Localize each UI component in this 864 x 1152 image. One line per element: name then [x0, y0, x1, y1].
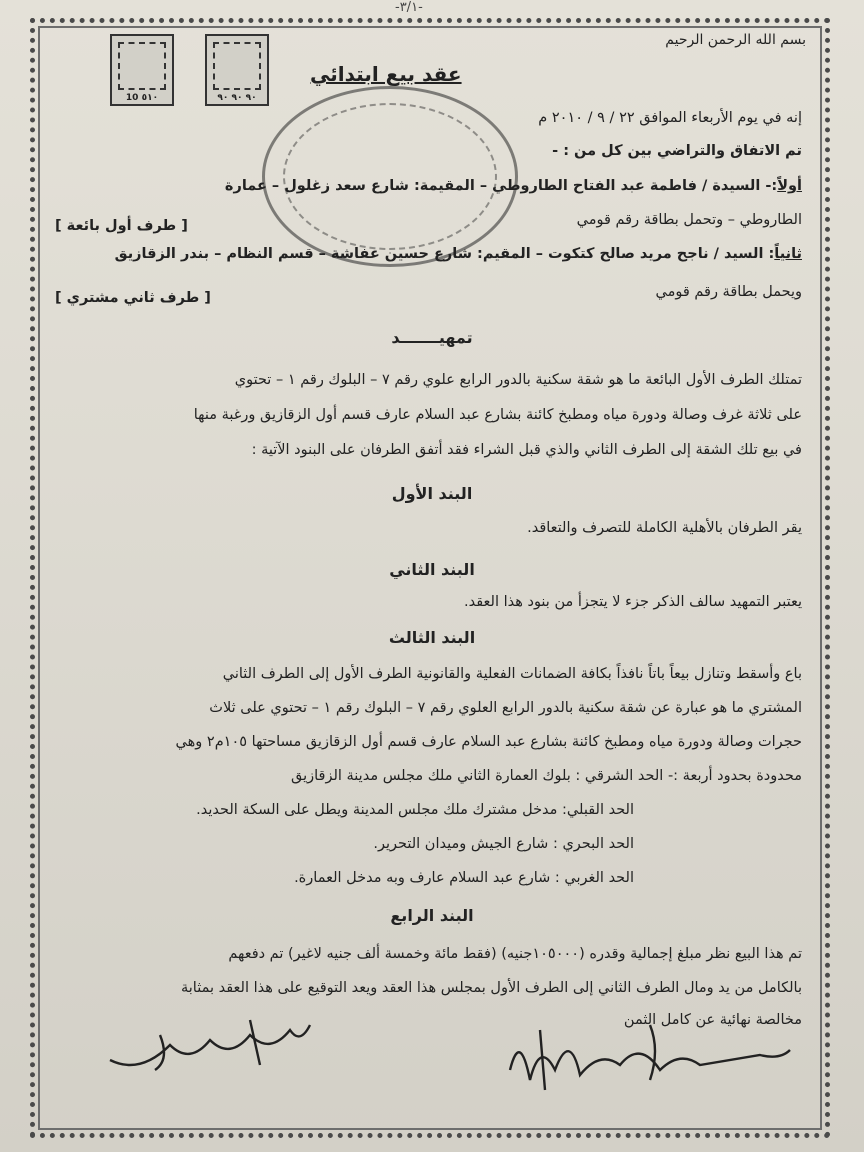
- second-party-text: : السيد / ناجح مريد صالح كتكوت – المقيم: شارع حسين عفاشة – قسم النظام – بندر الزقازيق: [114, 246, 775, 262]
- official-seal-icon: [262, 86, 518, 267]
- preamble-line: تمتلك الطرف الأول البائعة ما هو شقة سكنية بالدور الرابع علوي رقم ٧ – البلوك رقم ١ – تحتوي: [234, 372, 802, 388]
- preamble-line: في بيع تلك الشقة إلى الطرف الثاني والذي قبل الشراء فقد أتفق الطرفان على البنود الآتية :: [251, 442, 802, 458]
- revenue-stamp: ٩٠ ٩٠ ٩٠: [205, 34, 269, 106]
- second-party-role: [ طرف ثاني مشتري ]: [55, 290, 211, 306]
- preamble-line: على ثلاثة غرف وصالة ودورة مياه ومطبخ كائنة بشارع عبد السلام عارف قسم أول الزقازيق ورغبة منها: [193, 407, 802, 423]
- preamble-heading: تمهيـــــــد: [391, 328, 473, 347]
- clause-line: محدودة بحدود أربعة :- الحد الشرقي : بلوك العمارة الثاني ملك مجلس مدينة الزقازيق: [290, 768, 802, 784]
- clause-line: تم هذا البيع نظر مبلغ إجمالية وقدره (١٠٥٠٠٠جنيه) (فقط مائة وخمسة ألف جنيه لاغير) تم دفعهم: [228, 946, 802, 962]
- first-party-line-2: الطاروطي – وتحمل بطاقة رقم قومي: [576, 212, 802, 228]
- clause-line: حجرات وصالة ودورة مياه ومطبخ كائنة بشارع عبد السلام عارف قسم أول الزقازيق مساحتها ١٠٥م٢ وهي: [175, 734, 802, 750]
- clause-line: بالكامل من يد ومال الطرف الثاني إلى الطرف الأول بمجلس هذا العقد ويعد التوقيع على هذا العقد بمثابة: [180, 980, 802, 996]
- date-line: إنه في يوم الأربعاء الموافق ٢٢ / ٩ / ٢٠١٠ م: [538, 110, 802, 126]
- first-party-text: :- السيدة / فاطمة عبد الفتاح الطاروطي – المقيمة: شارع سعد زغلول – عمارة: [224, 178, 778, 194]
- boundary-line: الحد الغربي : شارع عبد السلام عارف وبه مدخل العمارة.: [294, 870, 634, 886]
- clause-heading: البند الأول: [391, 484, 473, 503]
- buyer-signature: [100, 1005, 320, 1085]
- first-party: [225, 178, 802, 194]
- clause-line: مخالصة نهائية عن كامل الثمن: [623, 1012, 802, 1028]
- second-party-label: ثانياً: [774, 246, 802, 262]
- clause-line: باع وأسقط وتنازل بيعاً باتاً نافذاً بكافة الضمانات الفعلية والقانونية الطرف الأول إلى الطرف الثاني: [222, 666, 802, 682]
- clause-line: المشتري ما هو عبارة عن شقة سكنية بالدور الرابع العلوي رقم ٧ – البلوك رقم ١ – تحتوي على ثلاث: [209, 700, 802, 716]
- first-party-label: أولاً: [777, 178, 802, 194]
- clause-heading: البند الرابع: [390, 906, 474, 925]
- second-party: [115, 246, 802, 262]
- first-party-role: [ طرف أول بائعة ]: [55, 218, 188, 234]
- seller-signature: [500, 1010, 800, 1100]
- page-number: -٣/١-: [395, 0, 423, 15]
- contract-title: عقد بيع ابتدائي: [310, 62, 462, 86]
- second-party-line-2: ويحمل بطاقة رقم قومي: [655, 284, 802, 300]
- clause-heading: البند الثالث: [388, 628, 476, 647]
- clause-heading: البند الثاني: [389, 560, 475, 579]
- revenue-stamp: 10 ٥١٠: [110, 34, 174, 106]
- clause-line: يقر الطرفان بالأهلية الكاملة للتصرف والتعاقد.: [527, 520, 802, 536]
- boundary-line: الحد البحري : شارع الجيش وميدان التحرير.: [373, 836, 634, 852]
- agreement-line: تم الاتفاق والتراضي بين كل من : -: [552, 143, 802, 159]
- clause-line: يعتبر التمهيد سالف الذكر جزء لا يتجزأ من بنود هذا العقد.: [463, 594, 802, 610]
- basmala: بسم الله الرحمن الرحيم: [665, 32, 806, 48]
- boundary-line: الحد القبلي: مدخل مشترك ملك مجلس المدينة ويطل على السكة الحديد.: [196, 802, 634, 818]
